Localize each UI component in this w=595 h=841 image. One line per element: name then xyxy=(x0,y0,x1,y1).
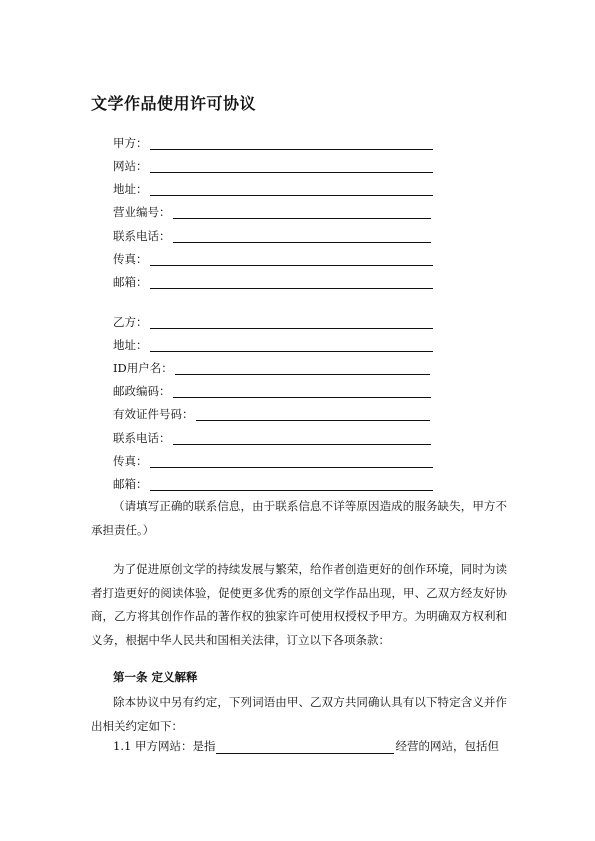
contact-info-note: （请填写正确的联系信息，由于联系信息不详等原因造成的服务缺失，甲方不承担责任。） xyxy=(91,499,507,537)
party-b-postcode-field[interactable] xyxy=(113,382,431,398)
field-label: 联系电话： xyxy=(113,431,171,445)
preamble-paragraph: 为了促进原创文学的持续发展与繁荣，给作者创造更好的创作环境，同时为读者打造更好的阅读体验，促使更多优秀的原创文学作品出现，甲、乙双方经友好协商，乙方将其创作作品的著作权的独家许可使用权授权予甲方。为明确双方权利和义务，根据中华人民共和国相关法律，订立以下各项条款： xyxy=(91,562,507,647)
field-label: 有效证件号码： xyxy=(113,407,194,421)
party-a-phone-field[interactable] xyxy=(113,227,431,243)
blank-line[interactable] xyxy=(196,407,430,421)
party-b-username-field[interactable] xyxy=(113,359,430,375)
article-1-heading: 第一条 定义解释 xyxy=(113,670,198,684)
blank-line[interactable] xyxy=(150,159,433,173)
blank-line[interactable] xyxy=(216,740,394,754)
blank-line[interactable] xyxy=(173,384,431,398)
blank-line[interactable] xyxy=(173,229,431,243)
field-label: 邮政编码： xyxy=(113,384,171,398)
field-label: 邮箱： xyxy=(113,477,148,491)
field-label: 传真： xyxy=(113,454,148,468)
blank-line[interactable] xyxy=(150,315,433,329)
field-label: 邮箱： xyxy=(113,275,148,289)
blank-line[interactable] xyxy=(150,136,433,150)
field-label: 甲方： xyxy=(113,136,148,150)
party-b-id-number-field[interactable] xyxy=(113,405,430,421)
party-b-phone-field[interactable] xyxy=(113,429,431,445)
article-1-intro: 除本协议中另有约定，下列词语由甲、乙双方共同确认具有以下特定含义并作出相关约定如下： xyxy=(91,695,507,733)
blank-line[interactable] xyxy=(150,182,433,196)
party-a-address-field[interactable] xyxy=(113,180,433,196)
blank-line[interactable] xyxy=(150,477,433,491)
blank-line[interactable] xyxy=(173,431,431,445)
field-label: 传真： xyxy=(113,252,148,266)
field-label: ID用户名： xyxy=(113,361,173,375)
party-b-email-field[interactable] xyxy=(113,475,433,491)
party-a-email-field[interactable] xyxy=(113,273,433,289)
party-b-address-field[interactable] xyxy=(113,336,433,352)
blank-line[interactable] xyxy=(175,361,430,375)
blank-line[interactable] xyxy=(173,205,431,219)
field-label: 地址： xyxy=(113,338,148,352)
party-a-name-field[interactable] xyxy=(113,134,433,150)
blank-line[interactable] xyxy=(150,454,433,468)
field-label: 地址： xyxy=(113,182,148,196)
field-label: 网站： xyxy=(113,159,148,173)
document-title: 文学作品使用许可协议 xyxy=(91,94,257,113)
clause-1-1 xyxy=(113,738,499,754)
field-label: 乙方： xyxy=(113,315,148,329)
clause-1-1-suffix: 经营的网站，包括但 xyxy=(395,739,499,753)
blank-line[interactable] xyxy=(150,275,433,289)
party-a-business-number-field[interactable] xyxy=(113,203,431,219)
field-label: 营业编号： xyxy=(113,205,171,219)
field-label: 联系电话： xyxy=(113,229,171,243)
party-b-name-field[interactable] xyxy=(113,313,433,329)
party-b-fax-field[interactable] xyxy=(113,452,433,468)
blank-line[interactable] xyxy=(150,252,433,266)
blank-line[interactable] xyxy=(150,338,433,352)
clause-1-1-prefix: 1.1 甲方网站：是指 xyxy=(113,739,216,753)
party-a-fax-field[interactable] xyxy=(113,250,433,266)
party-a-website-field[interactable] xyxy=(113,157,433,173)
